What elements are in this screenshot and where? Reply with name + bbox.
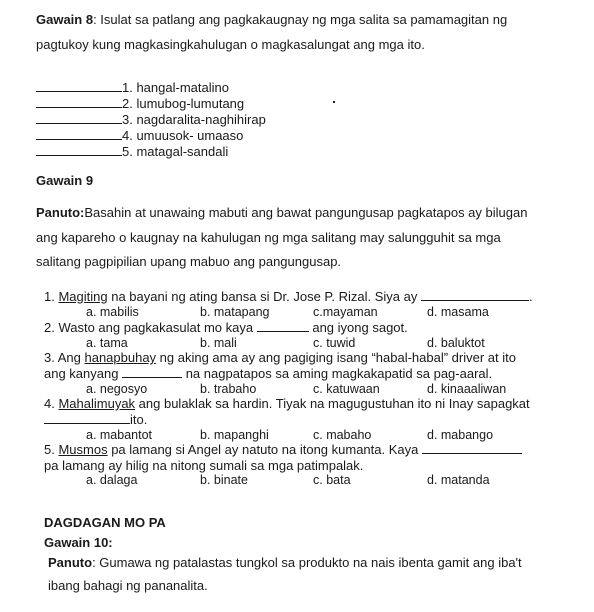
choice[interactable]: a. negosyo	[86, 382, 148, 396]
choice[interactable]: b. binate	[200, 473, 248, 487]
answer-blank[interactable]	[36, 144, 122, 156]
underlined-word: Mahalimuyak	[58, 396, 136, 411]
gawain9-panuto-line1: Panuto:Basahin at unawaing mabuti ang bawat pangungusap pagkatapos ay bilugan	[36, 205, 528, 220]
gawain10-panuto-line2: ibang bahagi ng pananalita.	[48, 578, 208, 593]
choice[interactable]: b. matapang	[200, 305, 270, 319]
answer-blank[interactable]	[421, 289, 529, 301]
choice[interactable]: b. trabaho	[200, 382, 257, 396]
gawain10-heading: Gawain 10:	[44, 535, 113, 550]
gawain10-panuto-line1: Panuto: Gumawa ng patalastas tungkol sa produkto na nais ibenta gamit ang iba't	[48, 555, 522, 570]
gawain9-panuto-line2: ang kapareho o kaugnay na kahulugan ng mga salitang may salungguhit sa mga	[36, 230, 501, 245]
question-3-line2: ang kanyang na nagpatapos sa aming magkakapatid sa pag-aaral.	[44, 366, 493, 381]
choice[interactable]: d. baluktot	[427, 336, 485, 350]
question-2: 2. Wasto ang pagkakasulat mo kaya ang iyong sagot.	[44, 320, 408, 335]
choice[interactable]: d. kinaaaliwan	[427, 382, 507, 396]
question-4-line2: ito.	[44, 410, 147, 430]
gawain8-item: 1. hangal-matalino	[36, 78, 229, 98]
question-4: 4. Mahalimuyak ang bulaklak sa hardin. Tiyak na magugustuhan ito ni Inay sapagkat	[44, 396, 530, 411]
choice[interactable]: a. mabilis	[86, 305, 139, 319]
gawain8-item: 4. umuusok- umaaso	[36, 126, 243, 146]
underlined-word: Musmos	[58, 442, 108, 457]
gawain8-label: Gawain 8	[36, 12, 94, 27]
dagdagan-heading: DAGDAGAN MO PA	[44, 515, 166, 530]
panuto-label: Panuto:	[36, 205, 85, 220]
underlined-word: Magiting	[58, 289, 108, 304]
choice[interactable]: d. mabango	[427, 428, 494, 442]
choice[interactable]: d. matanda	[427, 473, 490, 487]
answer-blank[interactable]	[257, 320, 309, 332]
question-3: 3. Ang hanapbuhay ng aking ama ay ang pagiging isang “habal-habal” driver at ito	[44, 350, 516, 365]
choice[interactable]: a. mabantot	[86, 428, 153, 442]
answer-blank[interactable]	[36, 80, 122, 92]
question-1: 1. Magiting na bayani ng ating bansa si Dr. Jose P. Rizal. Siya ay .	[44, 289, 533, 304]
answer-blank[interactable]	[36, 112, 122, 124]
answer-blank[interactable]	[422, 442, 522, 454]
choice[interactable]: c. bata	[313, 473, 351, 487]
choice[interactable]: a. tama	[86, 336, 128, 350]
speck-mark	[333, 101, 335, 103]
choice[interactable]: b. mali	[200, 336, 237, 350]
gawain9-heading: Gawain 9	[36, 173, 94, 188]
answer-blank[interactable]	[122, 366, 182, 378]
underlined-word: hanapbuhay	[84, 350, 157, 365]
question-5-line2: pa lamang ay hilig na nitong sumali sa mga patimpalak.	[44, 458, 364, 473]
choice[interactable]: c. katuwaan	[313, 382, 380, 396]
gawain8-item: 5. matagal-sandali	[36, 142, 228, 162]
gawain8-instruction-line1: Gawain 8: Isulat sa patlang ang pagkakaugnay ng mga salita sa pamamagitan ng	[36, 12, 508, 27]
choice[interactable]: a. dalaga	[86, 473, 138, 487]
gawain8-item: 2. lumubog-lumutang	[36, 94, 244, 114]
choice[interactable]: c.mayaman	[313, 305, 378, 319]
choice[interactable]: b. mapanghi	[200, 428, 269, 442]
choice[interactable]: d. masama	[427, 305, 489, 319]
choice[interactable]: c. tuwid	[313, 336, 356, 350]
choice[interactable]: c. mabaho	[313, 428, 372, 442]
panuto-label: Panuto	[48, 555, 93, 570]
answer-blank[interactable]	[36, 96, 122, 108]
answer-blank[interactable]	[36, 128, 122, 140]
question-5: 5. Musmos pa lamang si Angel ay natuto na itong kumanta. Kaya	[44, 440, 522, 460]
gawain8-item: 3. nagdaralita-naghihirap	[36, 110, 266, 130]
answer-blank[interactable]	[44, 412, 130, 424]
gawain8-instruction-line2: pagtukoy kung magkasingkahulugan o magkasalungat ang mga ito.	[36, 37, 425, 52]
gawain9-panuto-line3: salitang pagpipilian upang mabuo ang pangungusap.	[36, 254, 342, 269]
